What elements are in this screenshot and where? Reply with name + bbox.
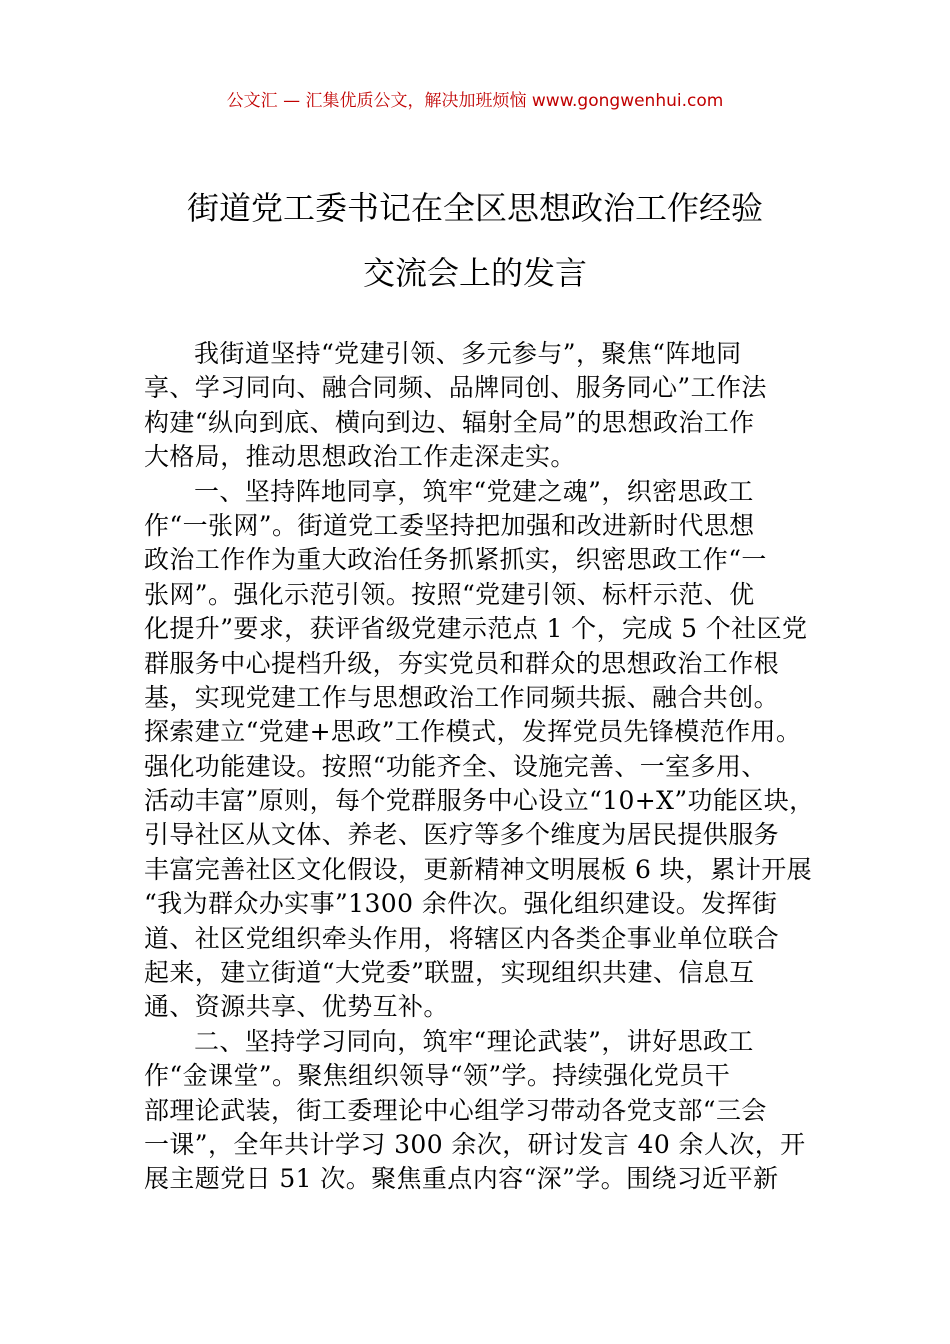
body-line: 一课”，全年共计学习 300 余次，研讨发言 40 余人次，开	[144, 1129, 806, 1159]
document-title	[100, 176, 850, 306]
body-line: 作“一张网”。街道党工委坚持把加强和改进新时代思想	[144, 510, 755, 540]
body-line: 部理论武装，街工委理论中心组学习带动各党支部“三会	[144, 1095, 767, 1125]
title-line-1: 街道党工委书记在全区思想政治工作经验	[186, 189, 763, 227]
body-line: 作“金课堂”。聚焦组织领导“领”学。持续强化党员干	[144, 1061, 731, 1091]
body-line: 二、坚持学习同向，筑牢“理论武装”，讲好思政工	[194, 1026, 754, 1056]
body-line: 道、社区党组织牵头作用，将辖区内各类企事业单位联合	[144, 923, 780, 953]
body-line: 探索建立“党建+思政”工作模式，发挥党员先锋模范作用。	[144, 717, 802, 747]
body-line: 我街道坚持“党建引领、多元参与”，聚焦“阵地同	[194, 339, 742, 368]
body-line: 构建“纵向到底、横向到边、辐射全局”的思想政治工作	[144, 407, 755, 437]
body-line: 引导社区从文体、养老、医疗等多个维度为居民提供服务	[144, 820, 780, 850]
body-line: 强化功能建设。按照“功能齐全、设施完善、一室多用、	[144, 751, 767, 781]
body-line: 展主题党日 51 次。聚焦重点内容“深”学。围绕习近平新	[144, 1164, 779, 1194]
body-line: 基，实现党建工作与思想政治工作同频共振、融合共创。	[144, 682, 780, 712]
body-line: 化提升”要求，获评省级党建示范点 1 个，完成 5 个社区党	[144, 614, 808, 644]
body-line: 大格局，推动思想政治工作走深走实。	[144, 442, 576, 472]
body-line: 丰富完善社区文化假设，更新精神文明展板 6 块，累计开展	[144, 854, 813, 884]
body-line: 享、学习同向、融合同频、品牌同创、服务同心”工作法	[144, 373, 767, 403]
body-line: 通、资源共享、优势互补。	[144, 992, 449, 1022]
body-line: 张网”。强化示范引领。按照“党建引领、标杆示范、优	[144, 579, 755, 609]
body-line: 政治工作作为重大政治任务抓紧抓实，织密思政工作“一	[144, 545, 767, 575]
body-line: “我为群众办实事”1300 余件次。强化组织建设。发挥街	[144, 889, 778, 919]
body-line: 活动丰富”原则，每个党群服务中心设立“10+X”功能区块，	[144, 786, 815, 816]
header-banner: 公文汇 — 汇集优质公文，解决加班烦恼 www.gongwenhui.com	[226, 91, 724, 111]
body-line: 起来，建立街道“大党委”联盟，实现组织共建、信息互	[144, 958, 755, 988]
body-line: 群服务中心提档升级，夯实党员和群众的思想政治工作根	[144, 648, 780, 678]
body-line: 一、坚持阵地同享，筑牢“党建之魂”，织密思政工	[194, 476, 754, 506]
document-body	[144, 337, 815, 1197]
title-line-2: 交流会上的发言	[362, 254, 587, 292]
